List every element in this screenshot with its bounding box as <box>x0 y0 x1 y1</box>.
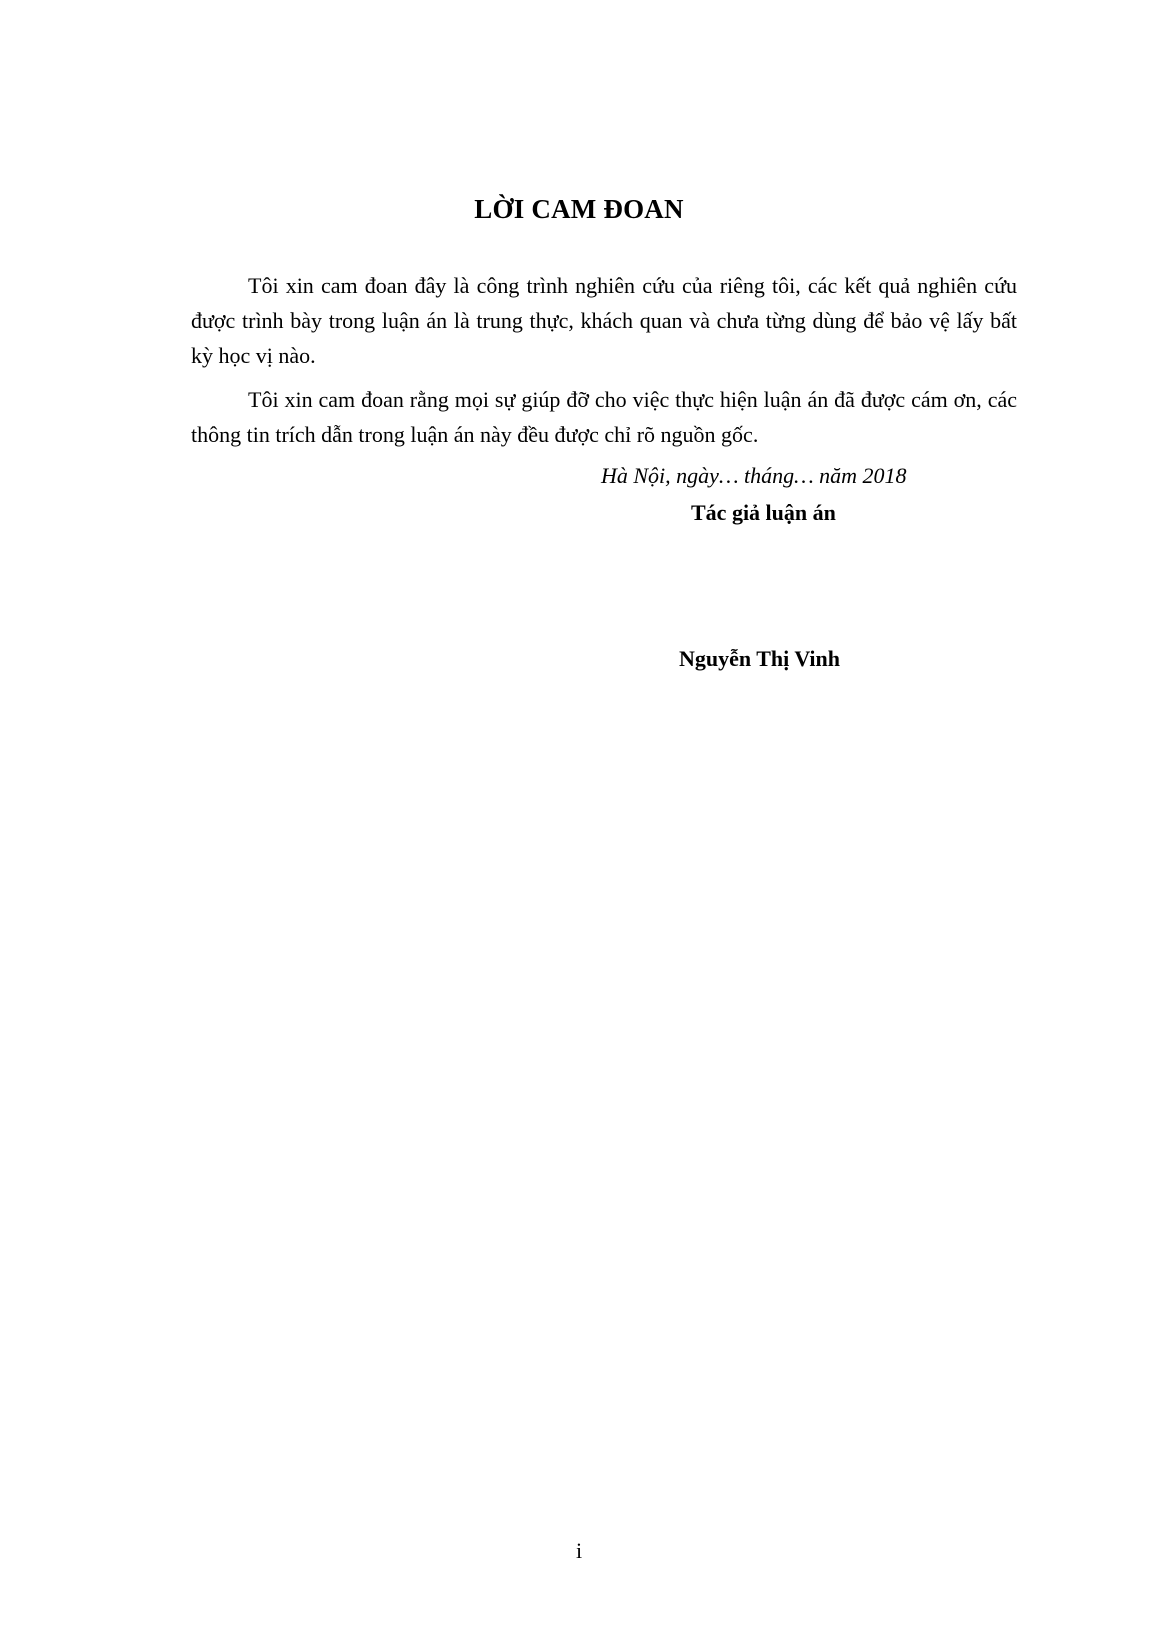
paragraph-text: Tôi xin cam đoan rằng mọi sự giúp đỡ cho việc thực hiện luận án đã được cám ơn, các thông tin trích dẫn trong luận án này đều được chỉ rõ nguồn gốc. <box>191 387 1017 447</box>
declaration-paragraph-2 <box>191 382 1017 452</box>
declaration-paragraph-1 <box>191 268 1017 373</box>
author-role-label: Tác giả luận án <box>691 500 836 525</box>
paragraph-text: Tôi xin cam đoan đây là công trình nghiên cứu của riêng tôi, các kết quả nghiên cứu được trình bày trong luận án là trung thực, khách quan và chưa từng dùng để bảo vệ lấy bất kỳ học vị nào. <box>191 273 1017 368</box>
place-date-line: Hà Nội, ngày… tháng… năm 2018 <box>601 463 907 488</box>
page-title: LỜI CAM ĐOAN <box>474 194 684 224</box>
page-number: i <box>575 1538 583 1563</box>
author-name: Nguyễn Thị Vinh <box>679 646 841 671</box>
